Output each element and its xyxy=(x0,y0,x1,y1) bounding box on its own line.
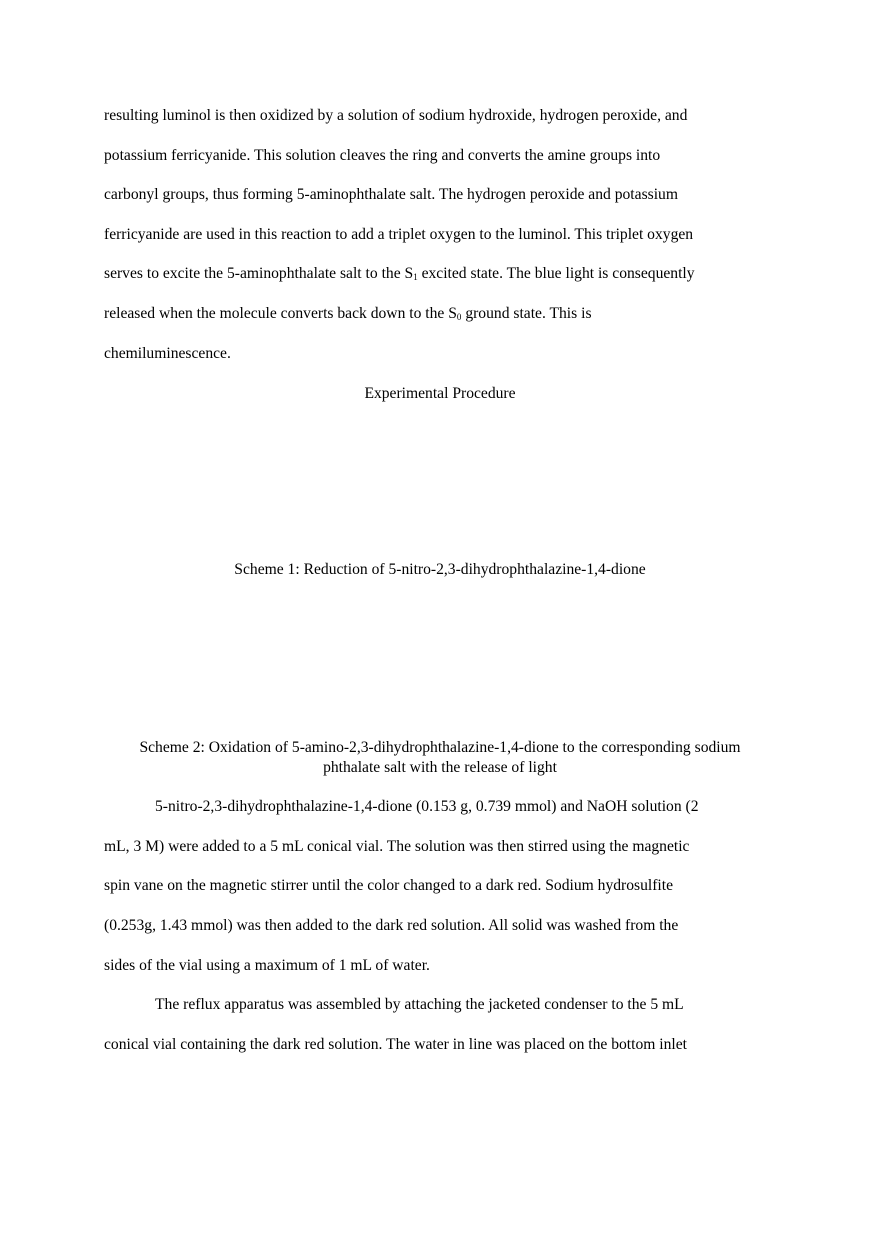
paragraph-line: chemiluminescence. xyxy=(104,345,231,362)
paragraph-line: The reflux apparatus was assembled by attaching the jacketed condenser to the 5 mL xyxy=(155,996,684,1013)
subscript-0: 0 xyxy=(456,312,462,322)
paragraph-line: ferricyanide are used in this reaction to add a triplet oxygen to the luminol. This triplet oxygen xyxy=(104,226,694,243)
paragraph-line: potassium ferricyanide. This solution cleaves the ring and converts the amine groups into xyxy=(104,147,661,164)
paragraph-line: mL, 3 M) were added to a 5 mL conical vial. The solution was then stirred using the magnetic xyxy=(104,838,690,855)
line-text: ground state. This is xyxy=(461,305,592,322)
subscript-1: 1 xyxy=(413,272,418,282)
paragraph-line xyxy=(104,304,592,324)
line-text: released when the molecule converts back down to the S xyxy=(104,305,457,322)
paragraph-line xyxy=(104,264,695,284)
paragraph-line: spin vane on the magnetic stirrer until the color changed to a dark red. Sodium hydrosulfite xyxy=(104,877,674,894)
caption-line: Scheme 2: Oxidation of 5-amino-2,3-dihydrophthalazine-1,4-dione to the corresponding sodium xyxy=(139,739,741,756)
paragraph-line: resulting luminol is then oxidized by a solution of sodium hydroxide, hydrogen peroxide, and xyxy=(104,107,688,124)
caption-line: phthalate salt with the release of light xyxy=(323,759,557,776)
paragraph-line: (0.253g, 1.43 mmol) was then added to the dark red solution. All solid was washed from the xyxy=(104,917,679,934)
paragraph-line: 5-nitro-2,3-dihydrophthalazine-1,4-dione (0.153 g, 0.739 mmol) and NaOH solution (2 xyxy=(155,798,699,815)
scheme-1-caption: Scheme 1: Reduction of 5-nitro-2,3-dihydrophthalazine-1,4-dione xyxy=(234,561,646,578)
line-text: serves to excite the 5-aminophthalate salt to the S xyxy=(104,265,414,282)
section-heading: Experimental Procedure xyxy=(364,385,516,402)
line-text: excited state. The blue light is consequently xyxy=(417,265,695,282)
paragraph-line: carbonyl groups, thus forming 5-aminophthalate salt. The hydrogen peroxide and potassium xyxy=(104,186,678,203)
paragraph-line: conical vial containing the dark red solution. The water in line was placed on the bottom inlet xyxy=(104,1036,688,1053)
paragraph-line: sides of the vial using a maximum of 1 mL of water. xyxy=(104,957,430,974)
